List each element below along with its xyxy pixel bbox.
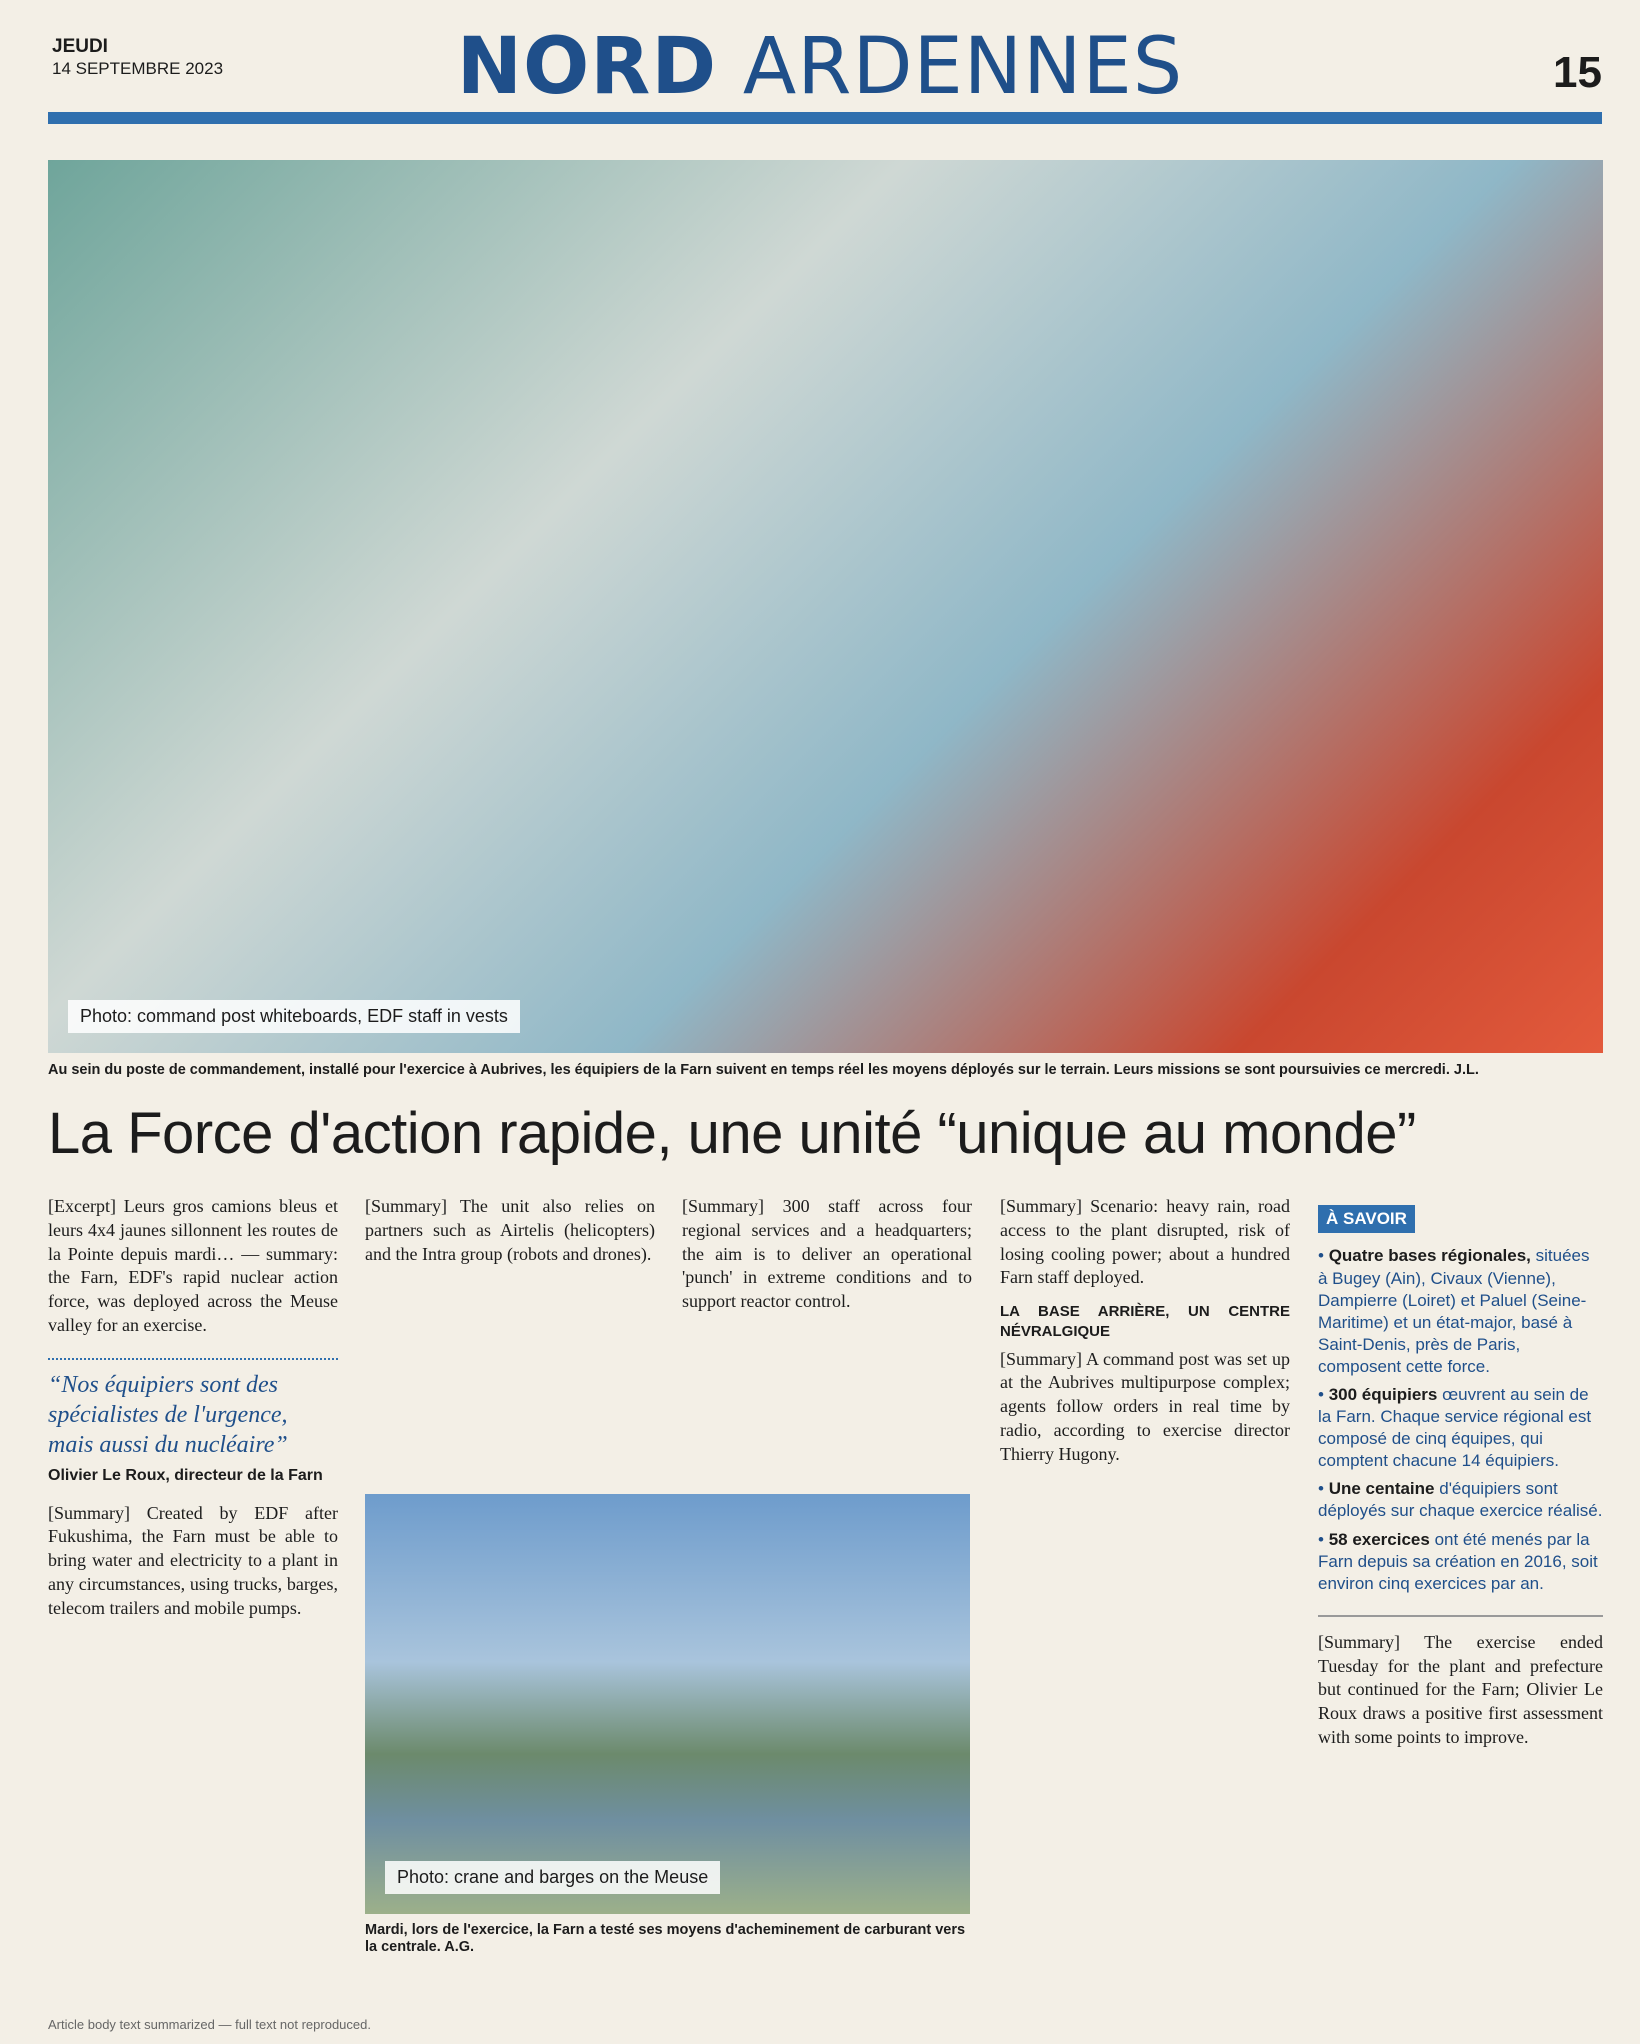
savoir-item-text: d'équipiers sont déployés sur chaque exercice réalisé.: [1318, 1479, 1603, 1521]
col1-summary-2: [Summary] Created by EDF after Fukushima, the Farn must be able to bring water and electricity to a plant in any circumstances, using trucks, barges, telecom trailers and mobile pumps.: [48, 1502, 338, 1618]
masthead-light: ARDENNES: [742, 22, 1184, 112]
savoir-item-text: situées à Bugey (Ain), Civaux (Vienne), Dampierre (Loiret) et Paluel (Seine-Maritime) et un état-major, basé à Saint-Denis, près de Paris, composent cette force.: [1318, 1246, 1590, 1376]
reproduction-note: Article body text summarized — full text not reproduced.: [48, 2017, 371, 2032]
pull-quote-text: “Nos équipiers sont des spécialistes de l'urgence, mais aussi du nucléaire”: [48, 1371, 288, 1458]
savoir-item-text: ont été menés par la Farn depuis sa création en 2016, soit environ cinq exercices par an.: [1318, 1529, 1598, 1593]
col3-summary: [Summary] 300 staff across four regional services and a headquarters; the aim is to deliver an operational 'punch' in extreme conditions and to support reactor control.: [682, 1196, 972, 1311]
secondary-photo-label: Photo: crane and barges on the Meuse: [385, 1861, 720, 1894]
col2-summary: [Summary] The unit also relies on partners such as Airtelis (helicopters) and the Intra group (robots and drones).: [365, 1196, 655, 1264]
header-rule: [48, 112, 1602, 124]
savoir-item-bold: Quatre bases régionales,: [1328, 1246, 1531, 1266]
savoir-item: • 58 exercices ont été menés par la Farn depuis sa création en 2016, soit environ cinq exercices par an.: [1318, 1529, 1598, 1593]
article-headline: La Force d'action rapide, une unité “unique au monde”: [48, 1101, 1416, 1166]
column-3: [682, 1195, 972, 1324]
savoir-item: • 300 équipiers œuvrent au sein de la Farn. Chaque service régional est composé de cinq équipes, qui comptent chacune 14 équipiers.: [1318, 1385, 1592, 1471]
col4-summary: [Summary] Scenario: heavy rain, road access to the plant disrupted, risk of losing cooling power; about a hundred Farn staff deployed.: [1000, 1196, 1290, 1288]
savoir-item: • Une centaine d'équipiers sont déployés sur chaque exercice réalisé.: [1318, 1479, 1603, 1521]
col4-summary-2: [Summary] A command post was set up at the Aubrives multipurpose complex; agents follow orders in real time by radio, according to exercise director Thierry Hugony.: [1000, 1348, 1290, 1464]
secondary-photo-caption: Mardi, lors de l'exercice, la Farn a testé ses moyens d'acheminement de carburant vers la centrale. A.G.: [365, 1922, 966, 1956]
issue-day: JEUDI: [52, 36, 108, 57]
a-savoir-box: [1318, 1245, 1603, 1616]
savoir-item-text: œuvrent au sein de la Farn. Chaque service régional est composé de cinq équipes, qui comptent chacune 14 équipiers.: [1318, 1385, 1592, 1471]
main-photo-caption: Au sein du poste de commandement, installé pour l'exercice à Aubrives, les équipiers de la Farn suivent en temps réel les moyens déployés sur le terrain. Leurs missions se sont poursuivies ce mercredi. J.L.: [48, 1062, 1479, 1078]
pull-quote: [48, 1358, 338, 1486]
column-1: [48, 1195, 338, 1630]
savoir-item-bold: 58 exercices: [1328, 1529, 1430, 1549]
pull-quote-source: Olivier Le Roux, directeur de la Farn: [48, 1466, 323, 1484]
secondary-photo: [365, 1494, 970, 1914]
section-masthead: [0, 22, 1640, 112]
column-5: [1318, 1205, 1603, 1760]
column-2: [365, 1195, 655, 1276]
masthead-bold: NORD: [456, 22, 718, 112]
column-4: [1000, 1195, 1290, 1476]
col5-summary: [Summary] The exercise ended Tuesday for the plant and prefecture but continued for the Farn; Olivier Le Roux draws a positive first assessment with some points to improve.: [1318, 1631, 1603, 1747]
page-number: 15: [1553, 48, 1602, 97]
savoir-item-bold: Une centaine: [1328, 1479, 1435, 1499]
section-subhead: LA BASE ARRIÈRE, UN CENTRE NÉVRALGIQUE: [1000, 1303, 1290, 1340]
a-savoir-title: À SAVOIR: [1318, 1205, 1415, 1233]
main-photo-label: Photo: command post whiteboards, EDF staff in vests: [68, 1000, 520, 1033]
col1-summary: [Excerpt] Leurs gros camions bleus et leurs 4x4 jaunes sillonnent les routes de la Pointe depuis mardi… — summary: the Farn, EDF's rapid nuclear action force, was deployed across the Meuse valley for an exercise.: [48, 1196, 338, 1335]
savoir-item-bold: 300 équipiers: [1328, 1385, 1438, 1404]
savoir-item: • Quatre bases régionales, situées à Bugey (Ain), Civaux (Vienne), Dampierre (Loiret) et Paluel (Seine-Maritime) et un état-major, basé à Saint-Denis, près de Paris, composent cette force.: [1318, 1246, 1590, 1376]
issue-full-date: 14 SEPTEMBRE 2023: [52, 58, 224, 78]
main-photo: [48, 160, 1603, 1053]
